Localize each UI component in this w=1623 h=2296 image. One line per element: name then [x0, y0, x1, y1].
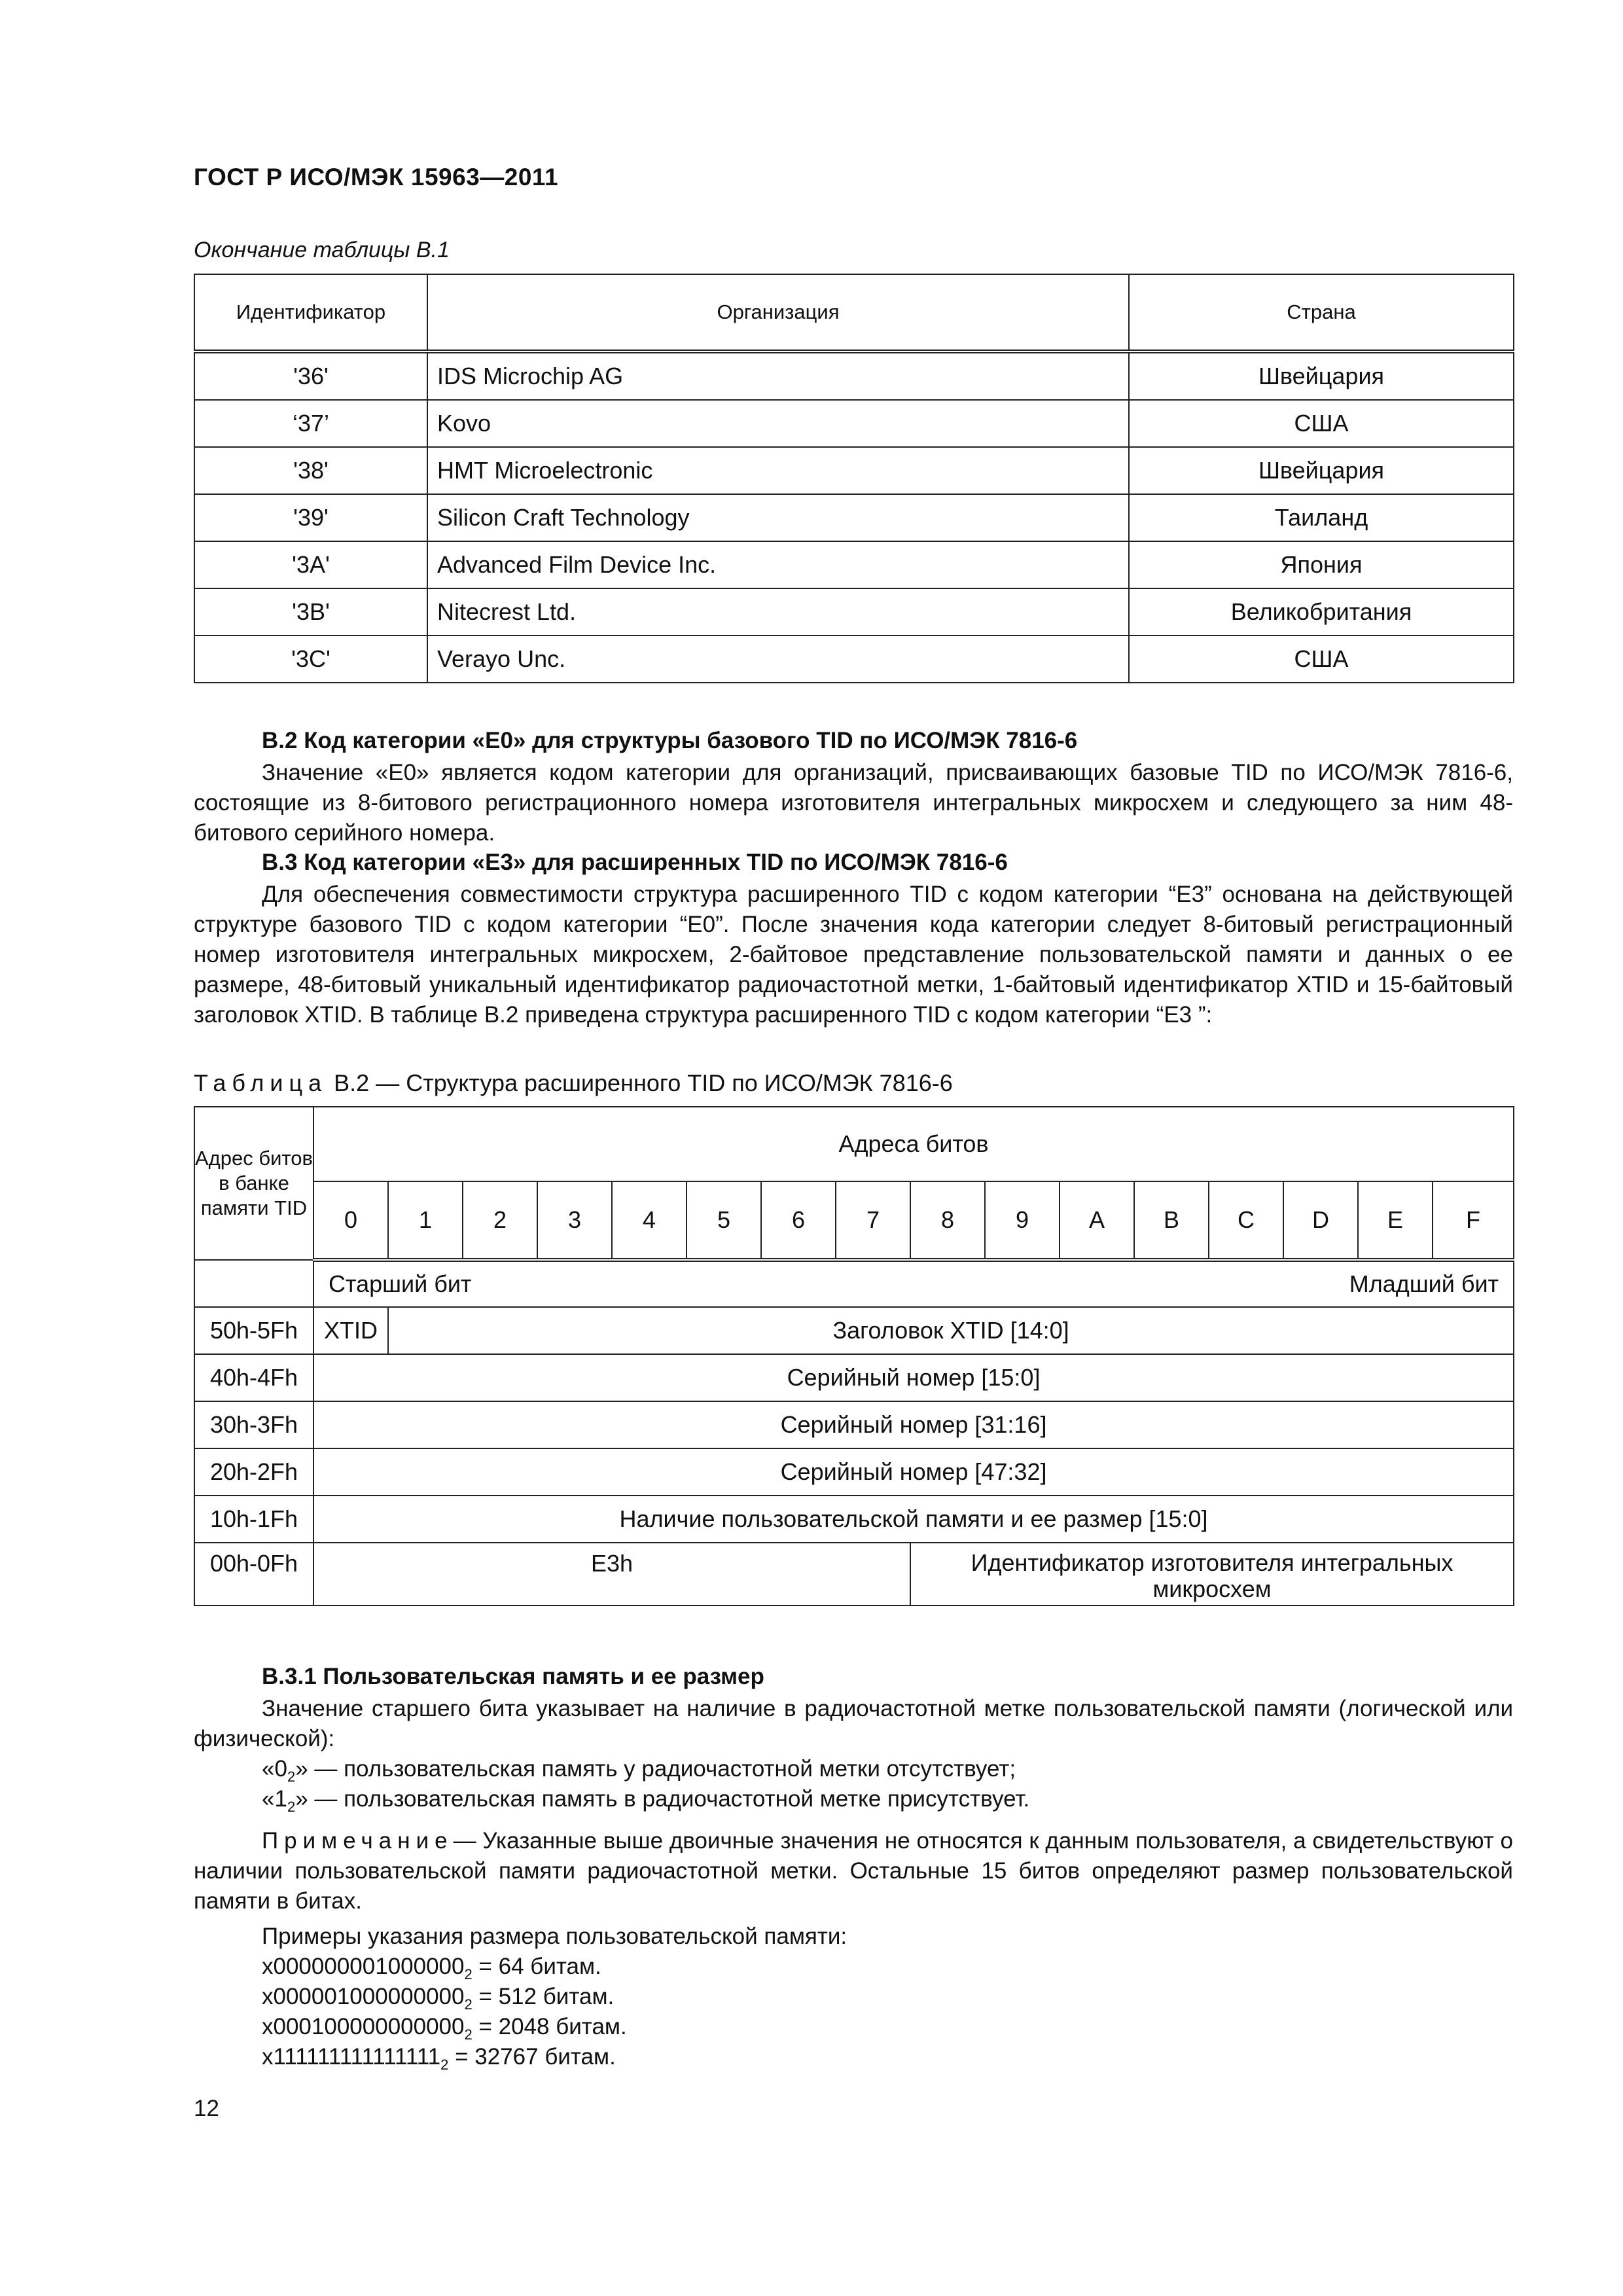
table-row: [194, 541, 1514, 588]
cell-organization: Nitecrest Ltd.: [427, 588, 1129, 636]
note: [194, 1826, 1513, 1916]
section-b31-text: [194, 1694, 1513, 1754]
section-b2-heading: В.2 Код категории «Е0» для структуры базового TID по ИСО/МЭК 7816-6: [262, 728, 1078, 753]
bit-number: 9: [985, 1181, 1060, 1260]
row-address: 40h-4Fh: [194, 1354, 313, 1401]
cell-country: США: [1129, 636, 1514, 683]
list-item-text: » — пользовательская память у радиочастотной метки отсутствует;: [295, 1756, 1016, 1782]
tid-structure-table: [194, 1106, 1514, 1606]
list-item-prefix: «1: [262, 1786, 287, 1812]
cell-country: Швейцария: [1129, 351, 1514, 400]
cell-organization: HMT Microelectronic: [427, 447, 1129, 494]
bit-number: 3: [537, 1181, 612, 1260]
cell-organization: Advanced Film Device Inc.: [427, 541, 1129, 588]
column-header-id: Идентификатор: [194, 274, 427, 351]
list-item: [262, 1784, 1029, 1822]
cell-id: '3C': [194, 636, 427, 683]
table-row: [194, 1496, 1514, 1543]
cell-id: '3A': [194, 541, 427, 588]
bit-number: D: [1283, 1181, 1358, 1260]
cell-organization: Verayo Unc.: [427, 636, 1129, 683]
table-row: [194, 1543, 1514, 1605]
row-address: 30h-3Fh: [194, 1401, 313, 1448]
msb-lsb-row: [194, 1260, 1514, 1307]
table-row: [194, 1401, 1514, 1448]
manufacturers-table: [194, 274, 1514, 683]
lsb-label: Младший бит: [1349, 1270, 1499, 1297]
cell-id: ‘37’: [194, 400, 427, 447]
cell-country: Великобритания: [1129, 588, 1514, 636]
table-row: [194, 588, 1514, 636]
table-row: [194, 1307, 1514, 1354]
cell-organization: Silicon Craft Technology: [427, 494, 1129, 541]
cell-id: '36': [194, 351, 427, 400]
section-b31-body: Значение старшего бита указывает на наличие в радиочастотной метке пользовательской памяти (логической или физической):: [194, 1696, 1513, 1751]
msb-label: Старший бит: [329, 1270, 472, 1297]
table2-caption: [194, 1069, 953, 1097]
subscript: 2: [287, 1799, 296, 1815]
binary-value: x000100000000000: [262, 2014, 465, 2039]
row-address: 00h-0Fh: [194, 1543, 313, 1605]
examples-title: Примеры указания размера пользовательской памяти:: [262, 1924, 847, 1949]
example-result: = 64 битам.: [472, 1954, 601, 1979]
example-result: = 2048 битам.: [472, 2014, 627, 2039]
bit-number: E: [1358, 1181, 1433, 1260]
table-header-row: [194, 274, 1514, 351]
table-row: [194, 400, 1514, 447]
bit-number: A: [1060, 1181, 1134, 1260]
document-header: ГОСТ Р ИСО/МЭК 15963—2011: [194, 164, 559, 190]
bit-number: 8: [910, 1181, 985, 1260]
table2-caption-text: В.2 — Структура расширенного TID по ИСО/МЭК 7816-6: [334, 1069, 953, 1096]
bit-number: 5: [687, 1181, 761, 1260]
section-b2-text: [194, 758, 1513, 848]
section-b3-body: Для обеспечения совместимости структура расширенного TID с кодом категории “Е3” основана на действующей структуре базового TID с кодом категории “Е0”. После значения кода категории следует 8-битовый регистрационный номер изготовителя интегральных микросхем, 2-байтовое представление пользовательской памяти и данных о ее размере, 48-битовый уникальный идентификатор радиочастотной метки, 1-байтовый идентификатор XTID и 15-байтовый заголовок XTID. В таблице В.2 приведена структура расширенного TID с кодом категории “Е3 ”:: [194, 882, 1513, 1028]
cell-id: '3B': [194, 588, 427, 636]
binary-value: x111111111111111: [262, 2044, 441, 2070]
table-row: [194, 1354, 1514, 1401]
row-address: 20h-2Fh: [194, 1448, 313, 1496]
bit-numbers-row: [194, 1181, 1514, 1260]
section-b2-body: Значение «Е0» является кодом категории для организаций, присваивающих базовые TID по ИСО/МЭК 7816-6, состоящие из 8-битового регистрационного номера изготовителя интегральных микросхем и следующего за ним 48-битового серийного номера.: [194, 760, 1513, 846]
msb-lsb-cell: [313, 1260, 1514, 1307]
column-header-organization: Организация: [427, 274, 1129, 351]
table-row: [194, 494, 1514, 541]
section-b3-heading: В.3 Код категории «Е3» для расширенных TID по ИСО/МЭК 7816-6: [262, 850, 1008, 875]
example-result: = 32767 битам.: [448, 2044, 616, 2070]
cell-organization: Kovo: [427, 400, 1129, 447]
bit-address-header: Адрес битов в банке памяти TID: [194, 1107, 313, 1260]
bit-number: 6: [761, 1181, 836, 1260]
subscript: 2: [440, 2056, 449, 2073]
example-result: = 512 битам.: [472, 1984, 615, 2009]
list-item: [262, 2042, 616, 2080]
page-number: 12: [194, 2096, 219, 2121]
bit-number: 7: [836, 1181, 910, 1260]
manufacturer-id-cell: Идентификатор изготовителя интегральных микросхем: [910, 1543, 1514, 1605]
table1-caption: Окончание таблицы В.1: [194, 238, 450, 262]
row-address: 10h-1Fh: [194, 1496, 313, 1543]
table-header-row: [194, 1107, 1514, 1181]
cell-country: США: [1129, 400, 1514, 447]
cell-id: '38': [194, 447, 427, 494]
column-header-country: Страна: [1129, 274, 1514, 351]
section-b3-text: [194, 880, 1513, 1030]
bit-addresses-header: Адреса битов: [313, 1107, 1514, 1181]
bit-number: 2: [463, 1181, 537, 1260]
cell-organization: IDS Microchip AG: [427, 351, 1129, 400]
xtid-cell: XTID: [313, 1307, 388, 1354]
row-value: Серийный номер [47:32]: [313, 1448, 1514, 1496]
empty-cell: [194, 1260, 313, 1307]
cell-country: Таиланд: [1129, 494, 1514, 541]
bit-number: 4: [612, 1181, 687, 1260]
row-value: Наличие пользовательской памяти и ее размер [15:0]: [313, 1496, 1514, 1543]
section-b31-heading: В.3.1 Пользовательская память и ее размер: [262, 1664, 764, 1689]
subscript: 2: [287, 1768, 296, 1785]
table-row: [194, 636, 1514, 683]
table-row: [194, 1448, 1514, 1496]
table-row: [194, 351, 1514, 400]
cell-country: Швейцария: [1129, 447, 1514, 494]
subscript: 2: [464, 1996, 473, 2013]
binary-value: x000000001000000: [262, 1954, 465, 1979]
cell-id: '39': [194, 494, 427, 541]
note-label: Примечание: [262, 1828, 454, 1854]
row-value: Серийный номер [31:16]: [313, 1401, 1514, 1448]
bit-number: F: [1433, 1181, 1514, 1260]
subscript: 2: [464, 2026, 473, 2043]
cell-country: Япония: [1129, 541, 1514, 588]
bit-number: C: [1209, 1181, 1283, 1260]
row-value: Заголовок XTID [14:0]: [388, 1307, 1514, 1354]
category-code-cell: E3h: [313, 1543, 910, 1605]
bit-number: 1: [388, 1181, 463, 1260]
list-item-prefix: «0: [262, 1756, 287, 1782]
table2-caption-prefix: Таблица: [194, 1069, 328, 1096]
binary-value: x000001000000000: [262, 1984, 465, 2009]
list-item-text: » — пользовательская память в радиочастотной метке присутствует.: [295, 1786, 1030, 1812]
subscript: 2: [464, 1966, 473, 1982]
bit-number: 0: [313, 1181, 388, 1260]
row-value: Серийный номер [15:0]: [313, 1354, 1514, 1401]
bit-number: B: [1134, 1181, 1209, 1260]
row-address: 50h-5Fh: [194, 1307, 313, 1354]
note-text: — Указанные выше двоичные значения не относятся к данным пользователя, а свидетельствуют о наличии пользовательской памяти радиочастотной метки. Остальные 15 битов определяют размер пользовательской памяти в битах.: [194, 1828, 1513, 1914]
table-row: [194, 447, 1514, 494]
